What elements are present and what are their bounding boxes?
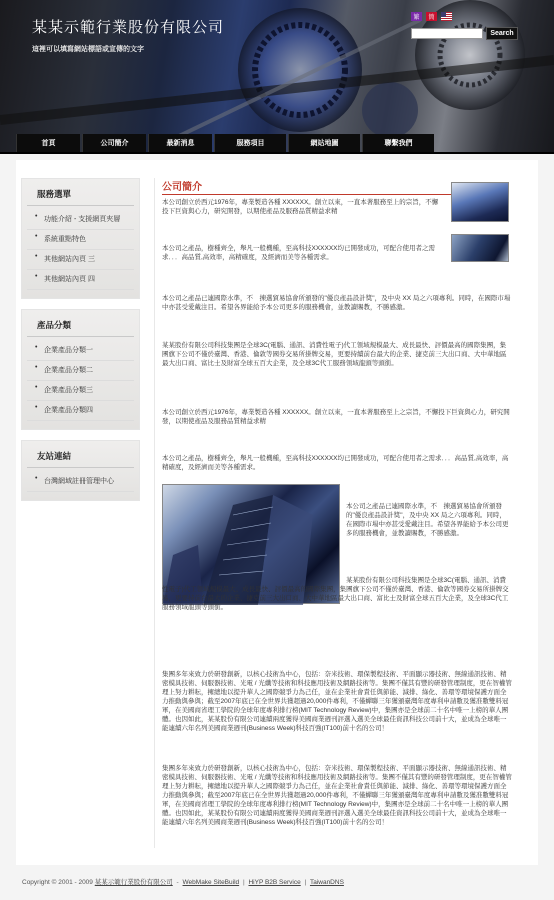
nav-services[interactable]: 服務項目 [214, 134, 286, 152]
paragraph: 本公司之產品已連國際水準，不 揀選貿易協會所頒發的"優良產品設計獎"，及中央 XX 局之六項專利。同時，在國際市場中亦甚受愛戴注目。希望各界能給予本公司更多的服務機會，並教讀賜教，不勝感激。 [162, 295, 511, 311]
svg-text:繁: 繁 [413, 14, 420, 21]
footer-link-sitebuild[interactable]: WebMake SiteBuild [182, 879, 240, 886]
search-button[interactable]: Search [486, 27, 518, 40]
footer-link-dns[interactable]: TaiwanDNS [309, 879, 344, 886]
sidebar-divider [154, 178, 155, 848]
language-selector [411, 12, 452, 21]
search-input[interactable] [411, 28, 483, 39]
site-title: 某某示範行業股份有限公司 [32, 18, 225, 36]
nav-home[interactable]: 首頁 [16, 134, 80, 152]
site-subtitle: 這裡可以填寫網站標語或宣傳的文字 [32, 44, 144, 53]
footer-company-link[interactable]: 某某示範行業股份有限公司 [94, 879, 173, 886]
sidebar [21, 178, 140, 511]
product-category-title: 產品分類 [27, 316, 134, 337]
thumbnail-image [451, 182, 509, 222]
paragraph: 本公司創立於西元1976年，專業製造各種 XXXXXX。創立以來，一直本著服務至上的宗旨，不懈投下巨資與心力，研究開發，以期使產品及服務品質精益求精 [162, 199, 439, 215]
paragraph: 某某股份有限公司科技集團是全球3C(電腦、通訊、消費性電子)代工領域規模最大、成長最快、評價最高的國際集團，集團旗下公司不僅於臺灣、香港、倫敦等國券交易所掛牌交易，更要持續前台最大的企業、捷克前三大出口商、大中華地區最大出口商、富比士及財富全球五百大企業，及全球3C代工服務領域龍頭等頭銜。 [162, 342, 507, 367]
friend-links-title: 友站連結 [27, 447, 134, 468]
header-banner [0, 0, 554, 154]
footer-separator: | [304, 879, 307, 886]
main-content [162, 178, 514, 826]
nav-about[interactable]: 公司簡介 [82, 134, 146, 152]
paragraph: 集團多年來致力於研發創新，以核心技術為中心，包括：奈米技術、環保製程技術、平面顯示器技術、無線通訊技術、精密模具技術、伺服器技術、光電 / 光纖等技術和科技應用技術及網路技術等。集團不僅其有豐的研發管理制度，更在智權管理上努力耕耘，擁總地以提升華人之國際競爭力為己任，並在企業社會責任與節能、減排、綠化、善環等環境保護方面全力推動與參與；截至2007年底已在全世界共獲超過20,000件專利，不僅蟬聯三年獲頒臺灣年度專利申請數及獲准數雙料冠軍，在美國商省理工學院的全球年度專利排行榜(MIT Technology Review)中，集團亦是全球前二十名中唯一上榜的華人團體。也因如此，某某股份有限公司連續兩度獲得美國商業週刊評選入選美全球最佳資訊科技公司前十大，並成為全球唯一能連續六年名列美國商業週刊(Business Week)科技百強(IT100)前十名的公司！ [162, 671, 512, 732]
paragraph: 某某股份有限公司科技集團是全球3C(電腦、通訊、消費性電子)代工領域規模最大、成長最快、評價最高的國際集團，集團旗下公司不僅於臺灣、香港、倫敦等國券交易所掛牌交易，更要持前台最大的企業、捷克前三大出口商、大中華地區最大出口商、富比士及財富全球五百大企業，及全球3C代工服務領域龍頭等頭銜。 [162, 577, 509, 611]
paragraph: 本公司之產品，樹種齊全，舉凡一般機種，至高科技XXXXXX均已開發成功，可配合使用者之需求．．．高品質,高效率，高精確度，及經濟而美等各種需求。 [162, 455, 509, 471]
copyright-text: Copyright © 2001 - 2009 [22, 879, 93, 886]
sidebar-item-features[interactable]: • 功能介紹 - 支援網頁夾層 [27, 210, 134, 230]
nav-news[interactable]: 最新消息 [148, 134, 212, 152]
thumbnail-image [451, 234, 509, 262]
svg-text:簡: 簡 [428, 14, 435, 21]
paragraph: 本公司創立於西元1976年，專業製造各種 XXXXXX。創立以來，一直本著服務至上之宗旨，不懈投下巨資與心力，研究開發，以期使產品及服務品質精益求精 [162, 409, 510, 425]
simplified-chinese-flag-icon[interactable] [426, 12, 437, 21]
sidebar-item-page-four[interactable]: • 其他網站內頁 四 [27, 270, 134, 290]
nav-sitemap[interactable]: 網站地圖 [288, 134, 360, 152]
friend-links-box [21, 440, 140, 501]
footer-link-b2b[interactable]: HiYP B2B Service [248, 879, 301, 886]
friend-link-item[interactable]: • 台灣網域註冊管理中心 [27, 472, 134, 492]
sidebar-item-page-three[interactable]: • 其他網站內頁 三 [27, 250, 134, 270]
footer-separator: | [242, 879, 245, 886]
page-title: 公司簡介 [162, 178, 452, 195]
main-navigation [16, 134, 436, 152]
footer [22, 877, 344, 886]
sidebar-item-highlights[interactable]: • 系統重點特色 [27, 230, 134, 250]
english-flag-icon[interactable] [441, 12, 452, 21]
paragraph: 本公司之產品已連國際水準，不 揀選貿易協會所頒發的"優良產品設計獎"，及中央 XX 局之六項專利。同時，在國際市場中亦甚受愛戴注目。希望各界能給予本公司更多的服務機會，並教讀賜教，不勝感激。 [346, 503, 509, 537]
footer-separator: - [176, 879, 179, 886]
service-menu-box [21, 178, 140, 299]
content-frame [16, 160, 538, 865]
paragraph: 本公司之產品，樹種齊全，舉凡一般機種，至高科技XXXXXX均已開發成功，可配合使用者之需求．．．高品質,高效率，高精確度，及經濟而美等各種需求。 [162, 245, 436, 261]
paragraph: 集團多年來致力於研發創新，以核心技術為中心，包括：奈米技術、環保製程技術、平面顯示器技術、無線通訊技術、精密模具技術、伺服器技術、光電 / 光纖等技術和科技應用技術及網路技術等。集團不僅其有豐的研發管理制度，更在智權管理上努力耕耘，擁總地以提升華人之國際競爭力為己任，並在企業社會責任與節能、減排、綠化、善環等環境保護方面全力推動與參與；截至2007年底已在全世界共獲超過20,000件專利，不僅蟬聯三年獲頒臺灣年度專利申請數及獲准數雙料冠軍，在美國商省理工學院的全球年度專利排行榜(MIT Technology Review)中，集團亦是全球前二十名中唯一上榜的華人團體。也因如此，某某股份有限公司連續兩度獲得美國商業週刊評選入選美全球最佳資訊科技公司前十大，並成為全球唯一能連續六年名列美國商業週刊(Business Week)科技百強(IT100)前十名的公司！ [162, 765, 512, 826]
product-category-item[interactable]: • 企業產品分類三 [27, 381, 134, 401]
product-category-item[interactable]: • 企業產品分類四 [27, 401, 134, 421]
product-category-box [21, 309, 140, 430]
nav-contact[interactable]: 聯繫我們 [362, 134, 434, 152]
service-menu-title: 服務選單 [27, 185, 134, 206]
product-category-item[interactable]: • 企業產品分類二 [27, 361, 134, 381]
product-category-item[interactable]: • 企業產品分類一 [27, 341, 134, 361]
traditional-chinese-flag-icon[interactable] [411, 12, 422, 21]
